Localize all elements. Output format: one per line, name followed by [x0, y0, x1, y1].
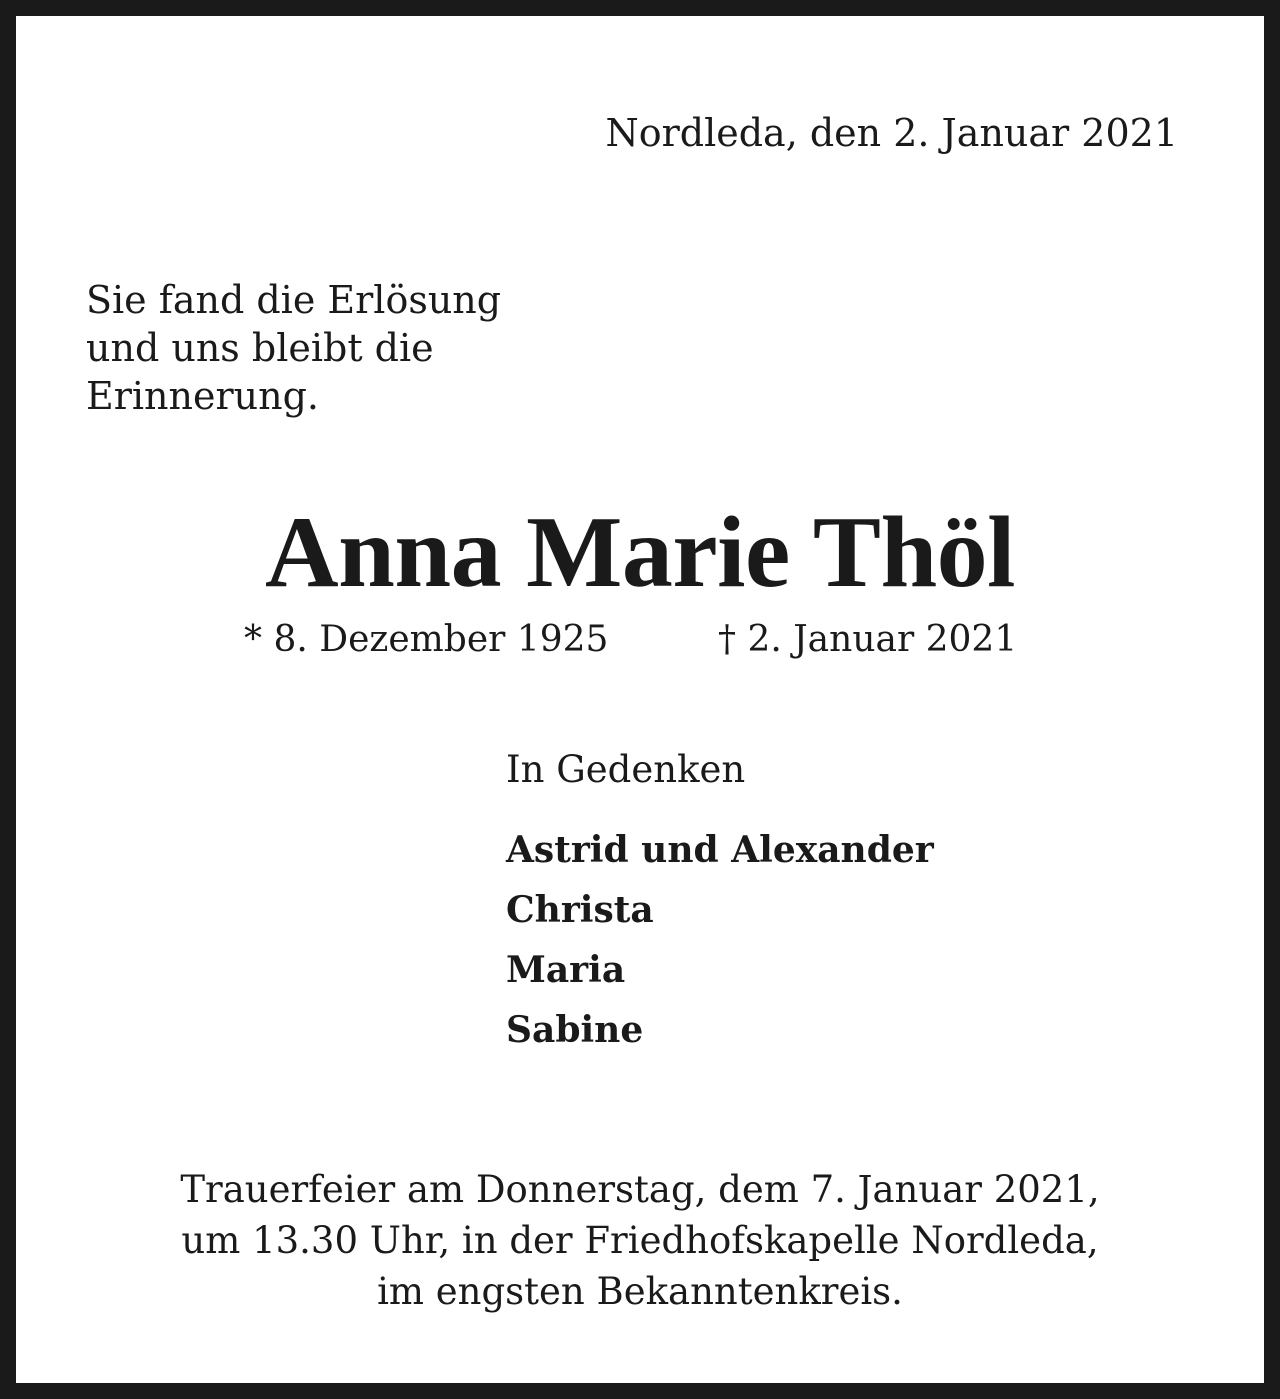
quote-line: und uns bleibt die	[86, 326, 434, 370]
dateline: Nordleda, den 2. Januar 2021	[605, 111, 1178, 155]
service-line: im engsten Bekanntenkreis.	[377, 1270, 903, 1313]
mourner-name: Astrid und Alexander	[506, 829, 934, 871]
mourner-name: Maria	[506, 949, 626, 991]
birth-date: * 8. Dezember 1925	[244, 619, 609, 660]
funeral-service-info	[16, 1164, 1264, 1317]
mourner-name: Christa	[506, 889, 654, 931]
deceased-name: Anna Marie Thöl	[264, 496, 1016, 609]
death-date: † 2. Januar 2021	[718, 619, 1018, 660]
quote	[86, 276, 501, 420]
service-line: um 13.30 Uhr, in der Friedhofskapelle Nordleda,	[181, 1219, 1099, 1262]
quote-line: Sie fand die Erlösung	[86, 278, 502, 322]
memory-line: In Gedenken	[506, 748, 746, 791]
quote-line: Erinnerung.	[86, 374, 320, 418]
service-line: Trauerfeier am Donnerstag, dem 7. Januar 2021,	[180, 1168, 1100, 1211]
mourner-name: Sabine	[506, 1009, 644, 1051]
mourners-list	[506, 820, 934, 1060]
